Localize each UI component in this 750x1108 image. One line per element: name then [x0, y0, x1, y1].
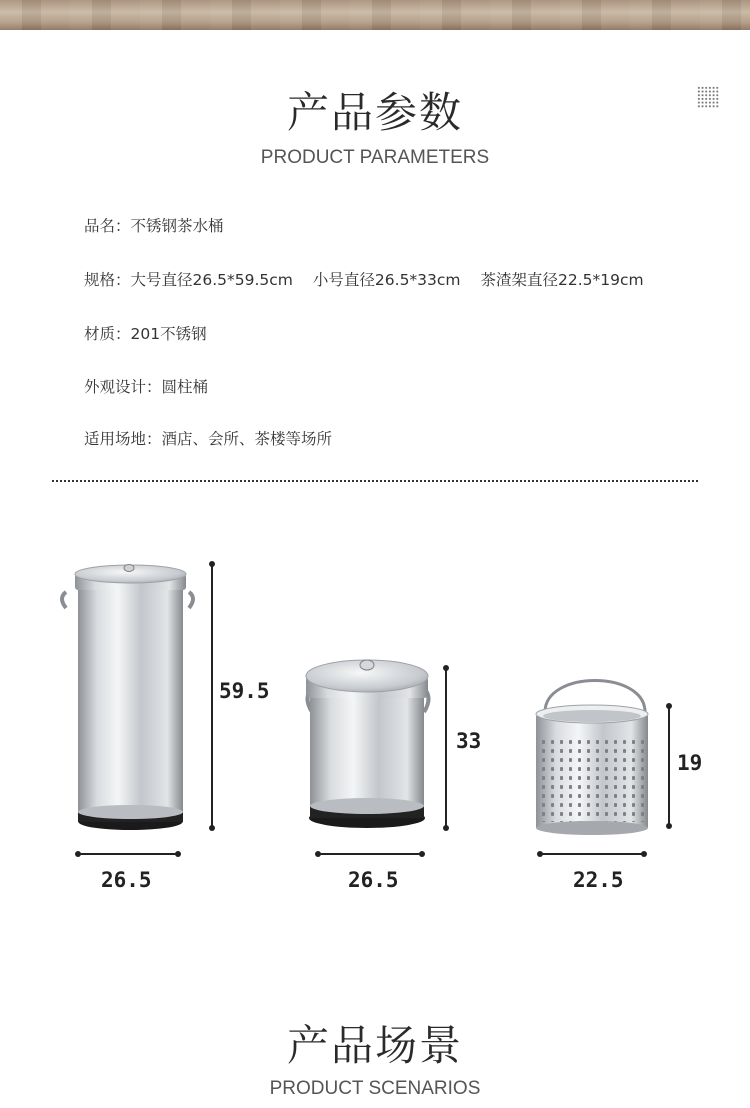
large-diameter-label: 26.5	[101, 868, 152, 892]
large-width-dimension	[75, 851, 181, 857]
param-value: 不锈钢茶水桶	[130, 217, 224, 235]
strainer-basket-image	[536, 681, 648, 836]
param-value: 201不锈钢	[130, 325, 207, 343]
large-height-dimension	[209, 561, 215, 831]
param-label: 适用场地：	[84, 430, 162, 448]
param-value: 圆柱桶	[161, 378, 209, 396]
strainer-height-dimension	[666, 703, 672, 829]
strainer-diameter-label: 22.5	[573, 868, 624, 892]
params-title-cn: 产品参数	[286, 88, 463, 137]
small-height-dimension	[443, 665, 449, 831]
param-label: 外观设计：	[84, 378, 162, 396]
param-value: 茶渣架直径22.5*19cm	[480, 271, 644, 289]
small-diameter-label: 26.5	[348, 868, 399, 892]
small-bucket-image	[306, 660, 429, 828]
large-bucket-image	[62, 565, 193, 831]
large-height-label: 59.5	[219, 679, 270, 703]
param-value: 小号直径26.5*33cm	[312, 271, 461, 289]
param-label: 规格：	[84, 271, 131, 289]
param-label: 品名：	[84, 217, 131, 235]
small-width-dimension	[315, 851, 425, 857]
scenarios-title-cn: 产品场景	[286, 1021, 463, 1070]
small-height-label: 33	[456, 729, 482, 753]
param-value: 酒店、会所、茶楼等场所	[161, 430, 333, 448]
strainer-width-dimension	[537, 851, 647, 857]
strainer-height-label: 19	[677, 751, 703, 775]
param-label: 材质：	[84, 325, 131, 343]
scenarios-title-en: PRODUCT SCENARIOS	[269, 1078, 481, 1099]
param-value: 大号直径26.5*59.5cm	[130, 271, 293, 289]
params-title-en: PRODUCT PARAMETERS	[260, 147, 490, 168]
